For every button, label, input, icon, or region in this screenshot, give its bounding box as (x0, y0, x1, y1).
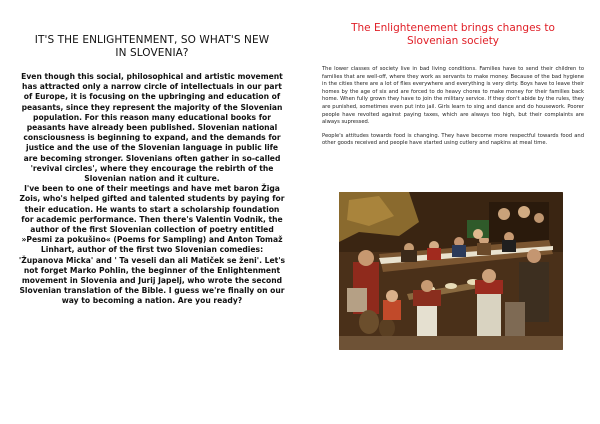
left-paragraph-1: Even though this social, philosophical and artistic movement has attracted only a narrow circle of intellectuals in our part of Europe, it is focusing on the upbringing and education of peasants, since they represent the majority of the Slovenian population. For this reason many educational books for peasants have already been published. Slovenian national consciousness is beginning to expand, and the demands for justice and the use of the Slovenian language in public life are becoming stronger. Slovenians often gather in so-called 'revival circles', where they encourage the rebirth of the Slovenian nation and it culture. (21, 72, 283, 184)
name-pohlin: Marko Pohlin (69, 265, 126, 275)
text-segment: , the beginner of the Enlightenment movement in Slovenia and (21, 265, 281, 286)
right-page (322, 22, 584, 154)
right-paragraph-1: The lower classes of society live in bad living conditions. Families have to send their children to families that are well-off, where they work as servants to make money. Because of the bad hygiene in the cities there are a lot of flies everywhere and everything is very dirty. Boys have to leave their homes by the age of six and are forced to do heavy chores to make money for their families back home. When fully grown they have to join the military service. If they don't abide by the rules, they are punished, sometimes even put into jail. Girls learn to sing and dance and do housework. Poorer people have revolted against paying taxes, which are always too high, but their complaints are always supressed. (322, 66, 584, 126)
left-paragraph-2 (19, 184, 285, 305)
right-title-line1: The Enlightenement brings changes to (351, 22, 555, 34)
peasant-wedding-painting (339, 192, 563, 350)
text-segment: I've been to one of their meetings and have met baron (24, 184, 262, 194)
name-vodnik: Valentin Vodnik (195, 214, 263, 224)
name-zois: Žiga Zois (19, 184, 280, 204)
left-page (18, 34, 286, 307)
text-segment: , who wrote the second Slovenian translation of the Bible. I guess we're finally on our way to becoming a nation. Are you ready? (19, 276, 285, 306)
name-linhart: Anton Tomaž Linhart (40, 235, 283, 255)
right-page-title (322, 22, 584, 48)
text-segment: , who's helped gifted and talented students by paying for their education. He wants to start a scholarship foundation for academic performance. Then there's (21, 194, 285, 224)
left-page-body (18, 72, 286, 307)
painting-illustration (339, 192, 563, 350)
right-paragraph-2: People's attitudes towards food is changing. They have become more respectful towards food and other goods received and people have started using cutlery and napkins at meal time. (322, 132, 584, 147)
left-title-line1: IT'S THE ENLIGHTENMENT, SO WHAT'S NEW (34, 34, 270, 46)
left-title-line2: IN SLOVENIA? (115, 47, 189, 59)
text-segment: , author of the first two Slovenian comedies: 'Županova Micka' and ' Ta veseli dan ali Matiček se ženi'. Let's not forget (18, 245, 286, 275)
name-japelj: Jurij Japelj (138, 276, 182, 286)
left-page-title (18, 34, 286, 60)
text-segment: , the author of the first Slovenian collection of poetry entitled »Pesmi za pokušino« (Poems for Sampling) and (21, 214, 283, 245)
right-title-line2: Slovenian society (406, 35, 500, 47)
